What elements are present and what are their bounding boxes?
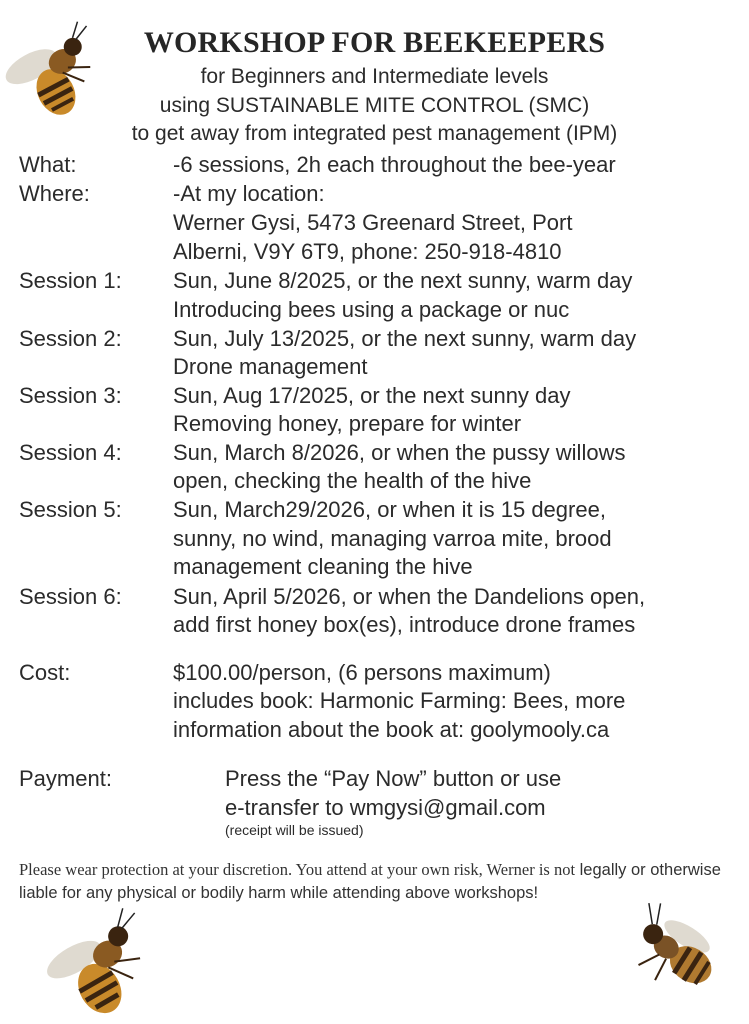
session-2-line-1: Sun, July 13/2025, or the next sunny, warm day: [173, 326, 637, 351]
payment-label: Payment:: [19, 766, 112, 791]
what-label: What:: [19, 152, 77, 177]
disclaimer-part-1: Please wear protection at your discretion. You attend at your own risk, Werner is not: [19, 860, 576, 879]
where-line-1: -At my location:: [173, 181, 325, 206]
session-2-line-2: Drone management: [173, 354, 368, 379]
payment-line-1: Press the “Pay Now” button or use: [225, 766, 562, 791]
session-3-label: Session 3:: [19, 383, 122, 408]
disclaimer-part-2: legally or otherwise liable for any physical or bodily harm while attending above workshops!: [19, 861, 721, 902]
session-4-line-2: open, checking the health of the hive: [173, 468, 532, 493]
subtitle-line-2: using SUSTAINABLE MITE CONTROL (SMC): [159, 94, 590, 117]
cost-line-1: $100.00/person, (6 persons maximum): [173, 660, 551, 685]
bee-illustration-bottom-right: [620, 905, 738, 1005]
session-6-line-2: add first honey box(es), introduce drone frames: [173, 612, 636, 637]
session-5-line-1: Sun, March29/2026, or when it is 15 degree,: [173, 497, 606, 522]
session-5-line-3: management cleaning the hive: [173, 554, 473, 579]
session-1-label: Session 1:: [19, 268, 122, 293]
session-4-line-1: Sun, March 8/2026, or when the pussy willows: [173, 440, 626, 465]
session-6-line-1: Sun, April 5/2026, or when the Dandelions open,: [173, 584, 646, 609]
receipt-note: (receipt will be issued): [225, 822, 364, 838]
subtitle-line-1: for Beginners and Intermediate levels: [200, 65, 549, 88]
session-5-line-2: sunny, no wind, managing varroa mite, brood: [173, 526, 612, 551]
payment-email: e-transfer to wmgysi@gmail.com: [225, 795, 546, 820]
session-4-label: Session 4:: [19, 440, 122, 465]
session-3-line-2: Removing honey, prepare for winter: [173, 411, 522, 436]
where-line-3: Alberni, V9Y 6T9, phone: 250-918-4810: [173, 239, 562, 264]
cost-line-2: includes book: Harmonic Farming: Bees, more: [173, 688, 626, 713]
subtitle-line-3: to get away from integrated pest management (IPM): [131, 122, 618, 145]
session-5-label: Session 5:: [19, 497, 122, 522]
cost-line-3: information about the book at: goolymooly.ca: [173, 717, 610, 742]
what-value: -6 sessions, 2h each throughout the bee-year: [173, 152, 616, 177]
where-label: Where:: [19, 181, 90, 206]
where-line-2: Werner Gysi, 5473 Greenard Street, Port: [173, 210, 573, 235]
session-3-line-1: Sun, Aug 17/2025, or the next sunny day: [173, 383, 571, 408]
session-1-line-1: Sun, June 8/2025, or the next sunny, warm day: [173, 268, 633, 293]
cost-label: Cost:: [19, 660, 71, 685]
session-1-line-2: Introducing bees using a package or nuc: [173, 297, 570, 322]
bee-illustration-bottom-left: [48, 912, 166, 1022]
session-6-label: Session 6:: [19, 584, 122, 609]
disclaimer: [19, 858, 734, 905]
session-2-label: Session 2:: [19, 326, 122, 351]
page-title: WORKSHOP FOR BEEKEEPERS: [143, 26, 606, 59]
